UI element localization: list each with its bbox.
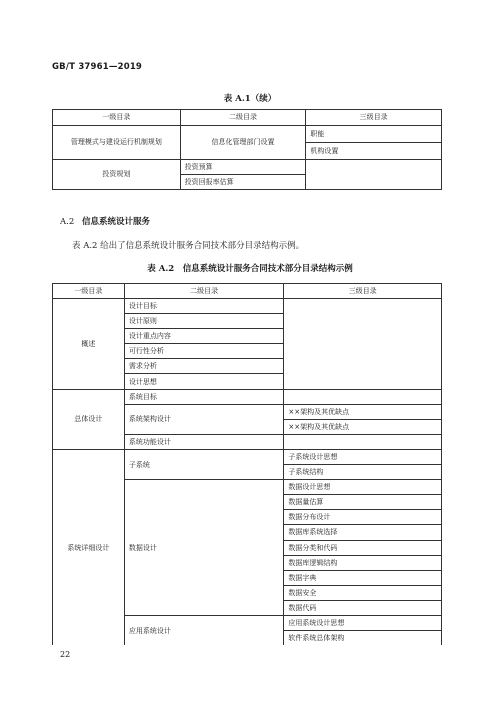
table-cell: 机构设置 [306, 143, 442, 160]
table-row [53, 449, 442, 464]
table-header-row [53, 284, 442, 299]
column-header: 一级目录 [53, 284, 125, 299]
table-cell: 系统详细设计 [53, 449, 125, 645]
table-cell: 数据库逻辑结构 [284, 555, 442, 570]
table-cell: 应用系统设计 [124, 615, 284, 645]
table-cell: 数据设计思想 [284, 480, 442, 495]
table-cell [284, 434, 442, 449]
table-cell: 设计思想 [124, 374, 284, 389]
table-cell: 设计重点内容 [124, 329, 284, 344]
table-cell: 职能 [306, 126, 442, 143]
table-cell: 数据库系统选择 [284, 525, 442, 540]
table-cell: 子系统 [124, 449, 284, 479]
table-a1-caption: 表 A.1（续） [223, 94, 277, 104]
table-cell [306, 160, 442, 190]
column-header: 二级目录 [124, 284, 284, 299]
table-cell: 设计目标 [124, 299, 284, 314]
table-cell: 投资预算 [180, 160, 306, 175]
table-cell: 应用系统设计思想 [284, 615, 442, 630]
table-cell: 数据设计 [124, 480, 284, 616]
section-number: A.2 [60, 217, 75, 227]
column-header: 三级目录 [306, 110, 442, 126]
table-row [53, 389, 442, 404]
table-cell: 子系统结构 [284, 465, 442, 480]
table-cell: 数据字典 [284, 570, 442, 585]
table-cell: 数据分类和代码 [284, 540, 442, 555]
table-cell: 投资规划 [53, 160, 181, 190]
table-cell: 数据代码 [284, 600, 442, 615]
table-cell: ××架构及其优缺点 [284, 419, 442, 434]
table-cell: 管理模式与建设运行机制规划 [53, 126, 181, 160]
table-cell: 子系统设计思想 [284, 449, 442, 464]
table-a2-caption: 表 A.2 信息系统设计服务合同技术部分目录结构示例 [147, 264, 353, 274]
table-cell: 可行性分析 [124, 344, 284, 359]
table-cell: 概述 [53, 299, 125, 390]
table-cell [284, 299, 442, 390]
table-cell [284, 389, 442, 404]
page-number: 22 [60, 650, 71, 659]
table-cell: 信息化管理部门设置 [180, 126, 306, 160]
table-cell: 数据量估算 [284, 495, 442, 510]
table-row [53, 160, 442, 175]
table-header-row [53, 110, 442, 126]
table-cell: 投资回报率估算 [180, 175, 306, 190]
table-cell: ××架构及其优缺点 [284, 404, 442, 419]
table-cell: 数据分布设计 [284, 510, 442, 525]
body-paragraph: 表 A.2 给出了信息系统设计服务合同技术部分目录结构示例。 [72, 241, 305, 251]
table-a1 [52, 109, 442, 190]
section-title: 信息系统设计服务 [82, 217, 151, 227]
table-cell: 系统架构设计 [124, 404, 284, 434]
standard-code: GB/T 37961—2019 [52, 62, 143, 72]
table-a2 [52, 283, 442, 645]
column-header: 三级目录 [284, 284, 442, 299]
table-cell: 系统功能设计 [124, 434, 284, 449]
table-cell: 设计原则 [124, 314, 284, 329]
table-cell: 数据安全 [284, 585, 442, 600]
table-row [53, 126, 442, 143]
table-cell: 系统目标 [124, 389, 284, 404]
column-header: 二级目录 [180, 110, 306, 126]
table-cell: 软件系统总体架构 [284, 631, 442, 646]
table-cell: 总体设计 [53, 389, 125, 449]
table-row [53, 299, 442, 314]
section-heading [60, 215, 150, 227]
table-cell: 需求分析 [124, 359, 284, 374]
column-header: 一级目录 [53, 110, 181, 126]
